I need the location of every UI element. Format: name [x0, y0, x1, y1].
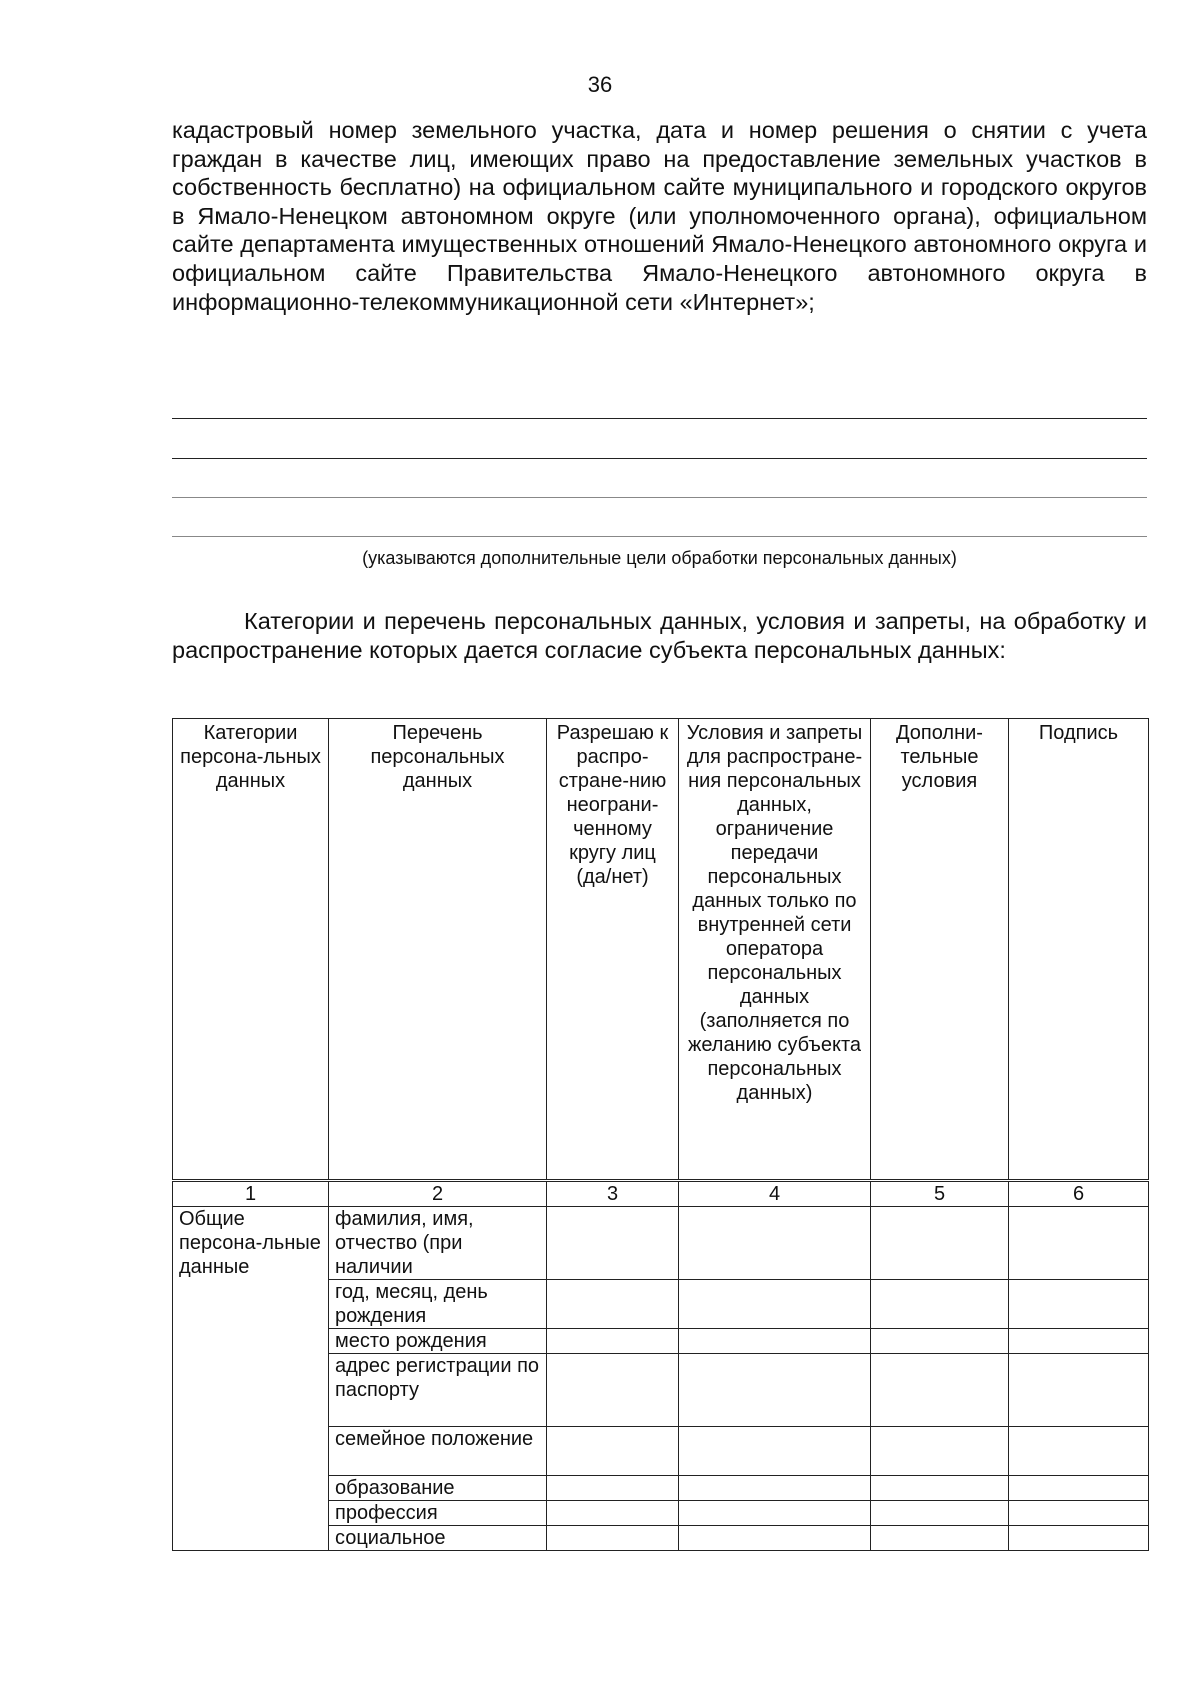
data-item: профессия [329, 1501, 547, 1526]
header-data-list: Перечень персональных данных [329, 719, 547, 1181]
column-number: 2 [329, 1181, 547, 1207]
header-permission: Разрешаю к распро-стране-нию неограни-ченному кругу лиц (да/нет) [547, 719, 679, 1181]
conditions-cell[interactable] [679, 1526, 871, 1551]
signature-cell[interactable] [1009, 1427, 1149, 1476]
additional-cell[interactable] [871, 1501, 1009, 1526]
column-number: 5 [871, 1181, 1009, 1207]
permission-cell[interactable] [547, 1207, 679, 1280]
signature-cell[interactable] [1009, 1526, 1149, 1551]
signature-cell[interactable] [1009, 1354, 1149, 1427]
column-number: 3 [547, 1181, 679, 1207]
conditions-cell[interactable] [679, 1427, 871, 1476]
permission-cell[interactable] [547, 1476, 679, 1501]
signature-cell[interactable] [1009, 1280, 1149, 1329]
permission-cell[interactable] [547, 1354, 679, 1427]
conditions-cell[interactable] [679, 1280, 871, 1329]
data-item: социальное [329, 1526, 547, 1551]
permission-cell[interactable] [547, 1501, 679, 1526]
table-header-row [173, 719, 1149, 1181]
header-conditions: Условия и запреты для распростране-ния персональных данных, ограничение передачи персональных данных только по внутренней сети оператора персональных данных (заполняется по желанию субъекта персональных данных) [679, 719, 871, 1181]
data-item: образование [329, 1476, 547, 1501]
permission-cell[interactable] [547, 1526, 679, 1551]
column-number: 1 [173, 1181, 329, 1207]
signature-cell[interactable] [1009, 1207, 1149, 1280]
additional-cell[interactable] [871, 1207, 1009, 1280]
conditions-cell[interactable] [679, 1207, 871, 1280]
additional-cell[interactable] [871, 1476, 1009, 1501]
header-signature: Подпись [1009, 719, 1149, 1181]
intro-paragraph: кадастровый номер земельного участка, дата и номер решения о снятии с учета граждан в качестве лиц, имеющих право на предоставление земельных участков в собственность бесплатно) на официальном сайте муниципального и городского округов в Ямало-Ненецком автономном округе (или уполномоченного органа), официальном сайте департамента имущественных отношений Ямало-Ненецкого автономного округа и официальном сайте Правительства Ямало-Ненецкого автономного округа в информационно-телекоммуникационной сети «Интернет»; [172, 117, 1147, 315]
table-row [173, 1207, 1149, 1280]
fill-line-1 [172, 418, 1147, 419]
additional-cell[interactable] [871, 1427, 1009, 1476]
consent-table [172, 718, 1149, 1551]
additional-cell[interactable] [871, 1280, 1009, 1329]
page-number: 36 [587, 72, 613, 97]
fill-line-4 [172, 536, 1147, 537]
fill-line-2 [172, 458, 1147, 459]
header-additional-conditions: Дополни-тельные условия [871, 719, 1009, 1181]
header-categories: Категории персона-льных данных [173, 719, 329, 1181]
conditions-cell[interactable] [679, 1476, 871, 1501]
signature-cell[interactable] [1009, 1329, 1149, 1354]
signature-cell[interactable] [1009, 1501, 1149, 1526]
conditions-cell[interactable] [679, 1354, 871, 1427]
fill-lines-caption: (указываются дополнительные цели обработки персональных данных) [362, 548, 957, 568]
categories-paragraph: Категории и перечень персональных данных, условия и запреты, на обработку и распространение которых дается согласие субъекта персональных данных: [172, 608, 1147, 663]
data-item: фамилия, имя, отчество (при наличии [329, 1207, 547, 1280]
additional-cell[interactable] [871, 1354, 1009, 1427]
category-general: Общие персона-льные данные [173, 1207, 329, 1551]
fill-line-3 [172, 497, 1147, 498]
permission-cell[interactable] [547, 1329, 679, 1354]
permission-cell[interactable] [547, 1280, 679, 1329]
additional-cell[interactable] [871, 1329, 1009, 1354]
conditions-cell[interactable] [679, 1329, 871, 1354]
data-item: семейное положение [329, 1427, 547, 1476]
additional-cell[interactable] [871, 1526, 1009, 1551]
column-number: 4 [679, 1181, 871, 1207]
data-item: адрес регистрации по паспорту [329, 1354, 547, 1427]
column-number-row [173, 1181, 1149, 1207]
signature-cell[interactable] [1009, 1476, 1149, 1501]
permission-cell[interactable] [547, 1427, 679, 1476]
column-number: 6 [1009, 1181, 1149, 1207]
conditions-cell[interactable] [679, 1501, 871, 1526]
data-item: место рождения [329, 1329, 547, 1354]
data-item: год, месяц, день рождения [329, 1280, 547, 1329]
